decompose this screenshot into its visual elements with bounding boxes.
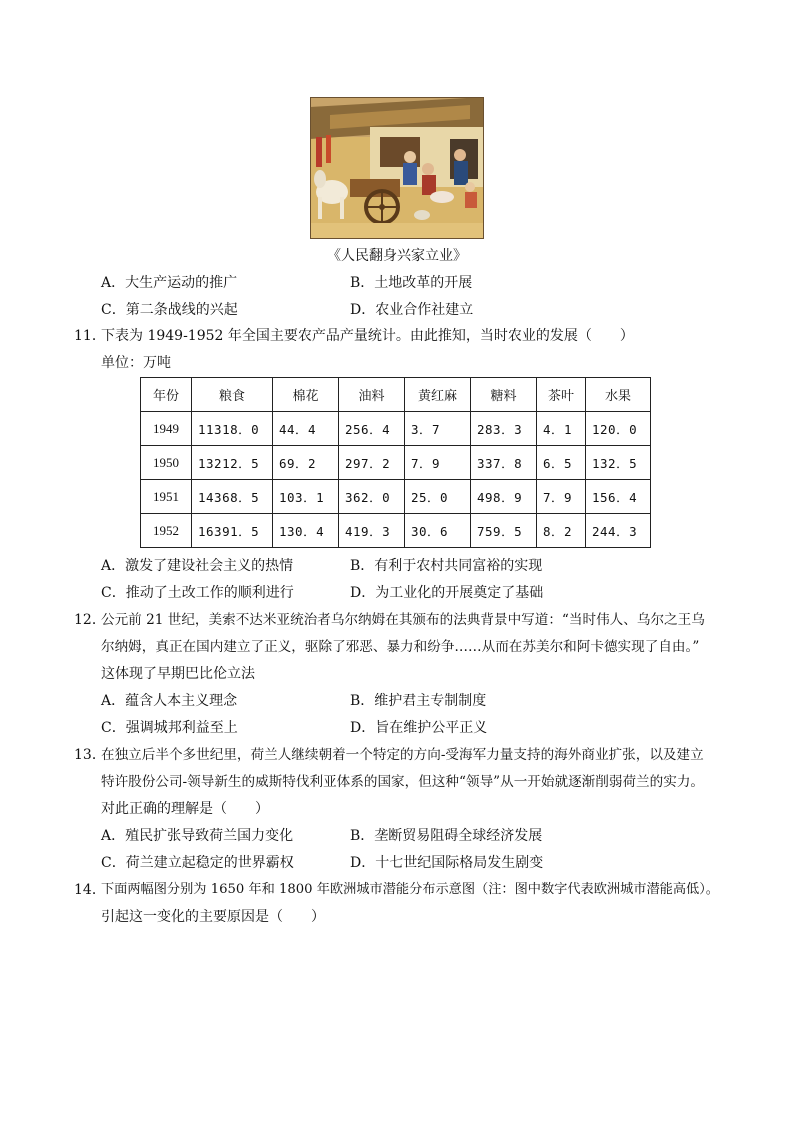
option-text: 第二条战线的兴起 [125,302,238,318]
header-cell: 黄红麻 [405,378,471,412]
table-cell: 1950 [141,446,192,480]
q11-unit: 单位：万吨 [101,355,171,371]
table-cell: 283．3 [471,412,537,446]
option-text: 垄断贸易阻碍全球经济发展 [374,828,543,844]
table-cell: 8．2 [537,514,586,548]
option-text: 蕴含人本主义理念 [125,693,238,709]
table-cell: 297．2 [339,446,405,480]
table-cell: 16391．5 [192,514,273,548]
option-text: 维护君主专制制度 [374,693,487,709]
table-row [141,514,651,548]
table-cell: 1949 [141,412,192,446]
q13-stem-line: 对此正确的理解是（ ） [101,801,269,817]
table-cell: 30．6 [405,514,471,548]
table-cell: 14368．5 [192,480,273,514]
option-text: 激发了建设社会主义的热情 [125,558,294,574]
option-letter: A． [101,558,126,574]
option-text: 旨在维护公平正义 [375,720,488,736]
table-cell: 4．1 [537,412,586,446]
q11-option-d [350,583,543,603]
q11-option-c [101,583,294,603]
table-cell: 11318．0 [192,412,273,446]
option-text: 殖民扩张导致荷兰国力变化 [125,828,294,844]
table-row [141,480,651,514]
q10-option-a [101,273,237,293]
option-text: 土地改革的开展 [374,275,473,291]
table-cell: 3．7 [405,412,471,446]
option-letter: D． [350,585,376,601]
q14-number: 14． [74,882,106,898]
table-cell: 1951 [141,480,192,514]
table-cell: 44．4 [273,412,339,446]
table-cell: 69．2 [273,446,339,480]
production-table [140,377,651,548]
q11-stem: 下表为 1949-1952 年全国主要农产品产量统计。由此推知，当时农业的发展（ ） [101,328,634,344]
header-cell: 水果 [586,378,651,412]
option-letter: C． [101,855,126,871]
table-cell: 120．0 [586,412,651,446]
option-letter: C． [101,720,126,736]
table-cell: 7．9 [405,446,471,480]
option-text: 为工业化的开展奠定了基础 [375,585,544,601]
option-text: 荷兰建立起稳定的世界霸权 [125,855,294,871]
option-letter: C． [101,302,126,318]
q12-option-c [101,718,238,738]
q12-option-d [350,718,487,738]
q10-option-d [350,300,473,320]
table-cell: 1952 [141,514,192,548]
table-cell: 7．9 [537,480,586,514]
table-cell: 244．3 [586,514,651,548]
q10-option-c [101,300,238,320]
q14-stem-line: 引起这一变化的主要原因是（ ） [101,909,325,925]
q11-number: 11． [74,328,106,344]
table-cell: 362．0 [339,480,405,514]
q13-option-b [350,826,542,846]
table-cell: 337．8 [471,446,537,480]
table-cell: 419．3 [339,514,405,548]
option-letter: A． [101,828,126,844]
table-cell: 759．5 [471,514,537,548]
q10-option-b [350,273,472,293]
option-letter: B． [350,828,375,844]
table-cell: 25．0 [405,480,471,514]
option-letter: B． [350,693,375,709]
option-letter: C． [101,585,126,601]
option-text: 有利于农村共同富裕的实现 [374,558,543,574]
q14-stem-line: 下面两幅图分别为 1650 年和 1800 年欧洲城市潜能分布示意图（注：图中数字代表欧洲城市潜能高低）。 [101,882,719,897]
option-letter: B． [350,558,375,574]
table-header-row [141,378,651,412]
painting-image [310,97,484,239]
q12-option-b [350,691,486,711]
header-cell: 年份 [141,378,192,412]
figure-caption: 《人民翻身兴家立业》 [327,248,467,264]
option-text: 十七世纪国际格局发生剧变 [375,855,544,871]
option-letter: A． [101,693,126,709]
q12-stem-line: 尔纳姆，真正在国内建立了正义，驱除了邪恶、暴力和纷争……从而在苏美尔和阿卡德实现了自由。” [101,639,700,655]
q12-number: 12． [74,612,106,628]
q12-stem-line: 这体现了早期巴比伦立法 [101,666,255,682]
q12-option-a [101,691,237,711]
table-cell: 103．1 [273,480,339,514]
option-text: 推动了土改工作的顺利进行 [125,585,294,601]
q11-option-a [101,556,293,576]
option-letter: A． [101,275,126,291]
option-letter: D． [350,302,376,318]
table-cell: 6．5 [537,446,586,480]
header-cell: 棉花 [273,378,339,412]
q13-option-d [350,853,543,873]
header-cell: 粮食 [192,378,273,412]
table-cell: 132．5 [586,446,651,480]
table-cell: 156．4 [586,480,651,514]
option-text: 农业合作社建立 [375,302,474,318]
q11-option-b [350,556,542,576]
header-cell: 糖料 [471,378,537,412]
q13-number: 13． [74,747,106,763]
table-cell: 13212．5 [192,446,273,480]
q13-stem-line: 在独立后半个多世纪里，荷兰人继续朝着一个特定的方向-受海军力量支持的海外商业扩张，以及建立 [101,747,704,763]
q13-option-c [101,853,294,873]
table-row [141,412,651,446]
option-text: 强调城邦利益至上 [125,720,238,736]
option-letter: D． [350,720,376,736]
option-letter: D． [350,855,376,871]
table-cell: 256．4 [339,412,405,446]
table-row [141,446,651,480]
propaganda-painting [310,97,484,239]
header-cell: 茶叶 [537,378,586,412]
header-cell: 油料 [339,378,405,412]
table-cell: 498．9 [471,480,537,514]
q12-stem-line: 公元前 21 世纪，美索不达米亚统治者乌尔纳姆在其颁布的法典背景中写道：“当时伟人、乌尔之王乌 [101,612,705,628]
option-text: 大生产运动的推广 [125,275,238,291]
option-letter: B． [350,275,375,291]
table-cell: 130．4 [273,514,339,548]
q13-stem-line: 特许股份公司-领导新生的威斯特伐利亚体系的国家，但这种“领导”从一开始就逐渐削弱荷兰的实力。 [101,774,705,790]
q13-option-a [101,826,293,846]
